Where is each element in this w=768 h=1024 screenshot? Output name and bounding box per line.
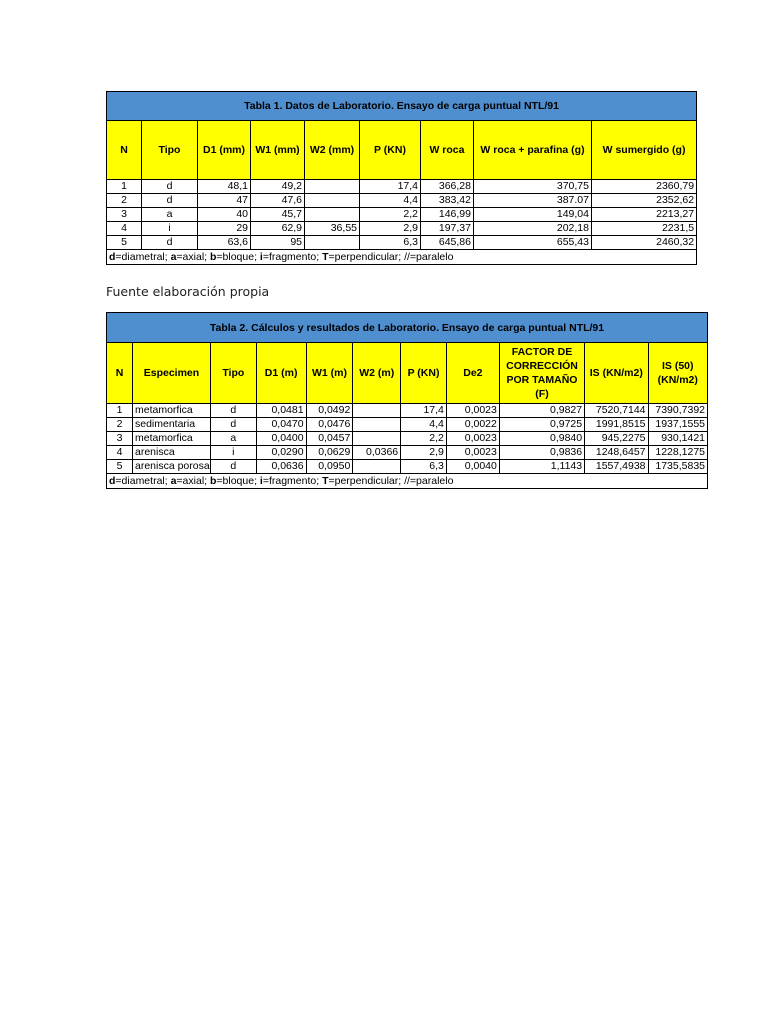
table-cell: 6,3: [360, 236, 421, 250]
table-cell: 2231,5: [592, 222, 697, 236]
table-cell: 7520,7144: [585, 404, 648, 418]
table2-header-cell: IS (50) (KN/m2): [648, 343, 707, 404]
table1-title: Tabla 1. Datos de Laboratorio. Ensayo de carga puntual NTL/91: [107, 92, 697, 121]
table-cell: 0,9725: [499, 418, 584, 432]
table-cell: 3: [107, 432, 133, 446]
table-cell: 383,42: [421, 194, 474, 208]
table-cell: 2,2: [401, 432, 447, 446]
legend-key: b: [209, 251, 217, 263]
table-cell: 4,4: [401, 418, 447, 432]
table-cell: metamorfica: [132, 404, 210, 418]
table-cell: 0,0492: [306, 404, 353, 418]
table-cell: 2,9: [401, 446, 447, 460]
table-cell: 2: [107, 418, 133, 432]
table-cell: 1735,5835: [648, 460, 707, 474]
lab-data-table: [106, 91, 697, 265]
table-row: [107, 432, 708, 446]
table2-header-cell: N: [107, 343, 133, 404]
table-cell: 95: [251, 236, 305, 250]
table1-header-cell: W1 (mm): [251, 121, 305, 180]
table-cell: 1: [107, 180, 142, 194]
table-row: [107, 404, 708, 418]
table-cell: 48,1: [198, 180, 251, 194]
table-cell: 0,0366: [353, 446, 401, 460]
table-cell: 370,75: [474, 180, 592, 194]
table-cell: 0,0023: [446, 446, 499, 460]
legend-text: =fragmento;: [262, 475, 323, 487]
table-cell: 2352,62: [592, 194, 697, 208]
table-cell: 2,2: [360, 208, 421, 222]
table-cell: 40: [198, 208, 251, 222]
table-row: [107, 460, 708, 474]
legend-key: a: [170, 251, 177, 263]
table-cell: d: [142, 194, 198, 208]
table-cell: [305, 236, 360, 250]
table-cell: 0,0023: [446, 404, 499, 418]
legend-text: =diametral;: [115, 251, 171, 263]
table1-legend: [107, 250, 697, 265]
table-cell: [353, 418, 401, 432]
table-cell: arenisca: [132, 446, 210, 460]
table-cell: i: [210, 446, 256, 460]
table-cell: 655,43: [474, 236, 592, 250]
table1-header-cell: W sumergido (g): [592, 121, 697, 180]
table1-header-cell: Tipo: [142, 121, 198, 180]
table1-header-cell: N: [107, 121, 142, 180]
table-cell: [353, 432, 401, 446]
table-cell: 0,9836: [499, 446, 584, 460]
legend-key: b: [209, 475, 217, 487]
table1-header-cell: D1 (mm): [198, 121, 251, 180]
table2-header-cell: W2 (m): [353, 343, 401, 404]
table-cell: 0,0457: [306, 432, 353, 446]
table-cell: 645,86: [421, 236, 474, 250]
table-cell: 0,9827: [499, 404, 584, 418]
legend-text: =diametral;: [115, 475, 171, 487]
table-cell: 0,0476: [306, 418, 353, 432]
legend-text: =axial;: [176, 475, 210, 487]
table2-header-row: [107, 343, 708, 404]
table1-header-cell: P (KN): [360, 121, 421, 180]
table1-header-cell: W2 (mm): [305, 121, 360, 180]
table-cell: [305, 208, 360, 222]
table-row: [107, 446, 708, 460]
legend-text: =bloque;: [216, 251, 260, 263]
table-row: [107, 222, 697, 236]
table-cell: d: [142, 236, 198, 250]
table-cell: [353, 460, 401, 474]
table2-header-cell: Tipo: [210, 343, 256, 404]
legend-text: =fragmento;: [262, 251, 323, 263]
table-row: [107, 180, 697, 194]
legend-key: T: [322, 475, 329, 487]
table-cell: 5: [107, 236, 142, 250]
table-cell: 2: [107, 194, 142, 208]
table-cell: 202,18: [474, 222, 592, 236]
table-cell: 0,0950: [306, 460, 353, 474]
lab-results-table: [106, 312, 708, 489]
table2-legend: [107, 474, 708, 489]
table-cell: 146,99: [421, 208, 474, 222]
table-cell: 0,0040: [446, 460, 499, 474]
table2-header-cell: IS (KN/m2): [585, 343, 648, 404]
table-cell: 47,6: [251, 194, 305, 208]
table-cell: a: [142, 208, 198, 222]
table-cell: d: [142, 180, 198, 194]
table-cell: 5: [107, 460, 133, 474]
table-cell: 2213,27: [592, 208, 697, 222]
table-cell: [353, 404, 401, 418]
table-cell: 1: [107, 404, 133, 418]
legend-key: a: [170, 475, 177, 487]
table2-header-cell: W1 (m): [306, 343, 353, 404]
table2-header-cell: P (KN): [401, 343, 447, 404]
table-cell: 0,0400: [256, 432, 306, 446]
table-cell: 149,04: [474, 208, 592, 222]
table-cell: 36,55: [305, 222, 360, 236]
table-cell: 930,1421: [648, 432, 707, 446]
table-cell: 1228,1275: [648, 446, 707, 460]
table-cell: 1937,1555: [648, 418, 707, 432]
table-cell: d: [210, 404, 256, 418]
legend-key: d: [109, 475, 116, 487]
table-cell: 17,4: [401, 404, 447, 418]
table-cell: sedimentaria: [132, 418, 210, 432]
table-cell: a: [210, 432, 256, 446]
legend-text: =axial;: [176, 251, 210, 263]
table-cell: 63,6: [198, 236, 251, 250]
table-cell: metamorfica: [132, 432, 210, 446]
table-cell: 49,2: [251, 180, 305, 194]
table-cell: 4: [107, 222, 142, 236]
table-cell: 3: [107, 208, 142, 222]
table-cell: 1991,8515: [585, 418, 648, 432]
table-cell: d: [210, 418, 256, 432]
legend-text: =bloque;: [216, 475, 260, 487]
legend-key: d: [109, 251, 116, 263]
table-cell: 366,28: [421, 180, 474, 194]
table-cell: [305, 180, 360, 194]
table-cell: 7390,7392: [648, 404, 707, 418]
table-cell: arenisca porosa: [132, 460, 210, 474]
table-row: [107, 418, 708, 432]
table-cell: 1,1143: [499, 460, 584, 474]
table-cell: 6,3: [401, 460, 447, 474]
table-cell: 0,0470: [256, 418, 306, 432]
table-row: [107, 208, 697, 222]
legend-text: =perpendicular; //=paralelo: [328, 475, 454, 487]
table-cell: 0,9840: [499, 432, 584, 446]
legend-key: i: [259, 251, 263, 263]
table-cell: 0,0023: [446, 432, 499, 446]
table2-header-cell: D1 (m): [256, 343, 306, 404]
table-cell: 945,2275: [585, 432, 648, 446]
table2-header-cell: FACTOR DE CORRECCIÓN POR TAMAÑO (F): [499, 343, 584, 404]
table1-header-cell: W roca: [421, 121, 474, 180]
table-cell: 2360,79: [592, 180, 697, 194]
table-cell: 4: [107, 446, 133, 460]
legend-key: T: [322, 251, 329, 263]
table-cell: 17,4: [360, 180, 421, 194]
table1-header-cell: W roca + parafina (g): [474, 121, 592, 180]
table2-header-cell: De2: [446, 343, 499, 404]
table-cell: 45,7: [251, 208, 305, 222]
table-row: [107, 236, 697, 250]
table-cell: 29: [198, 222, 251, 236]
table-cell: 197,37: [421, 222, 474, 236]
table-cell: i: [142, 222, 198, 236]
table-cell: 1557,4938: [585, 460, 648, 474]
table-cell: 2460,32: [592, 236, 697, 250]
table2-title: Tabla 2. Cálculos y resultados de Laboratorio. Ensayo de carga puntual NTL/91: [107, 313, 708, 343]
table-cell: 0,0629: [306, 446, 353, 460]
table-cell: 0,0636: [256, 460, 306, 474]
table-cell: 1248,6457: [585, 446, 648, 460]
legend-key: i: [259, 475, 263, 487]
table-cell: [305, 194, 360, 208]
table-row: [107, 194, 697, 208]
table-cell: 2,9: [360, 222, 421, 236]
table-cell: 62,9: [251, 222, 305, 236]
table-cell: 0,0290: [256, 446, 306, 460]
table2-header-cell: Especimen: [132, 343, 210, 404]
table-cell: 387.07: [474, 194, 592, 208]
table-cell: d: [210, 460, 256, 474]
legend-text: =perpendicular; //=paralelo: [328, 251, 454, 263]
table1-header-row: [107, 121, 697, 180]
table-cell: 47: [198, 194, 251, 208]
table-cell: 0,0481: [256, 404, 306, 418]
table-cell: 4,4: [360, 194, 421, 208]
source-note: Fuente elaboración propia: [106, 284, 270, 299]
table-cell: 0,0022: [446, 418, 499, 432]
